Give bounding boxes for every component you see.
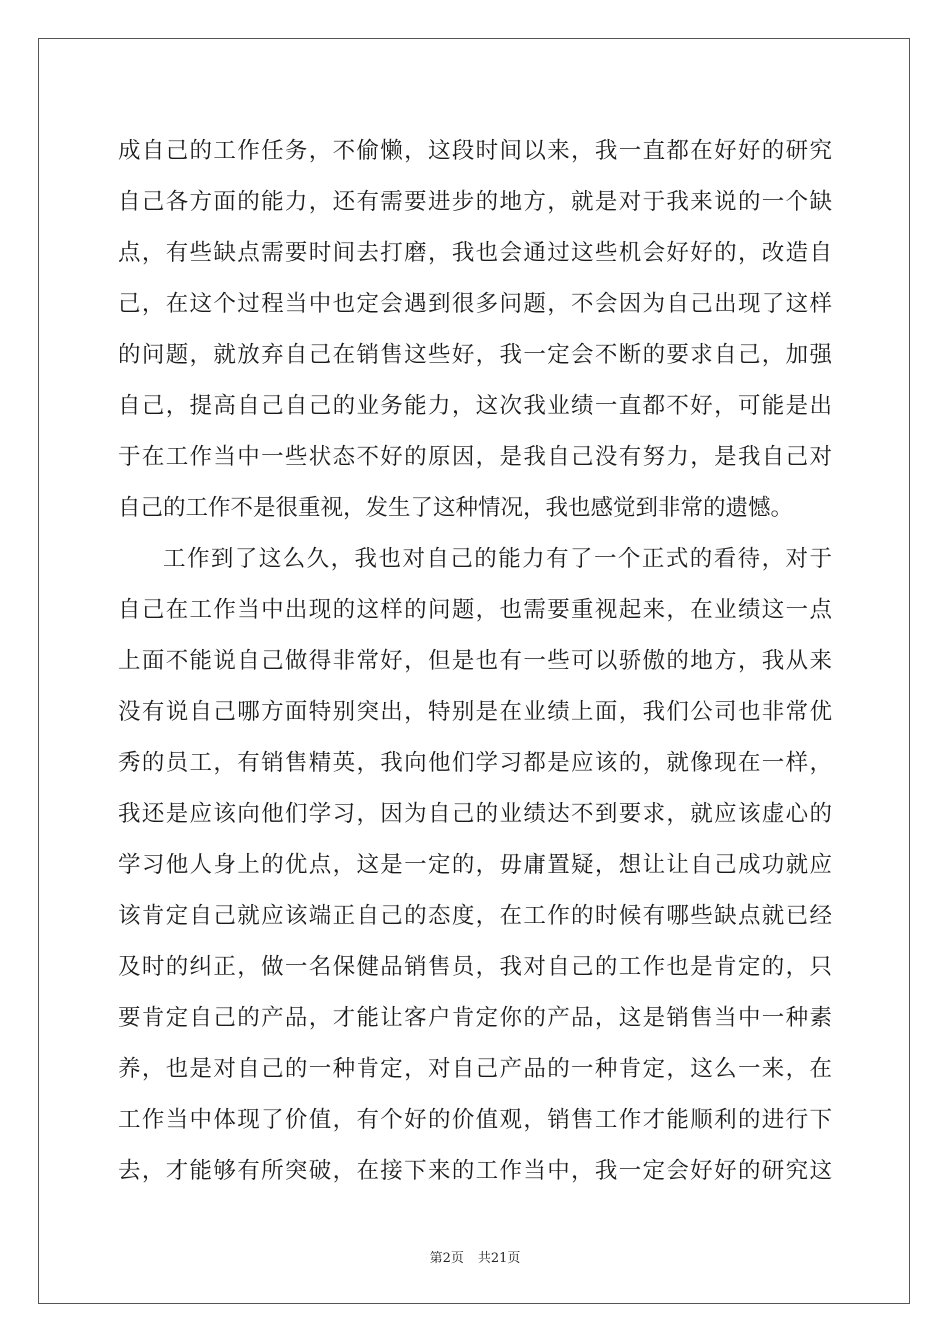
text-line: 及时的纠正，做一名保健品销售员，我对自己的工作也是肯定的，只 (118, 954, 832, 980)
text-line: 点，有些缺点需要时间去打磨，我也会通过这些机会好好的，改造自 (118, 240, 832, 266)
text-line: 自己在工作当中出现的这样的问题，也需要重视起来，在业绩这一点 (118, 597, 832, 623)
page-number: 第2页 (429, 1251, 464, 1266)
text-line: 秀的员工，有销售精英，我向他们学习都是应该的，就像现在一样， (118, 750, 832, 776)
paragraph-first-line: 工作到了这么久，我也对自己的能力有了一个正式的看待，对于 (163, 546, 832, 572)
text-line: 没有说自己哪方面特别突出，特别是在业绩上面，我们公司也非常优 (118, 699, 832, 725)
page-total: 共21页 (477, 1251, 521, 1266)
text-line: 自己各方面的能力，还有需要进步的地方，就是对于我来说的一个缺 (118, 189, 832, 215)
document-body (118, 126, 832, 1197)
text-line: 成自己的工作任务，不偷懒，这段时间以来，我一直都在好好的研究 (118, 138, 832, 164)
page-footer (0, 1247, 950, 1266)
text-line: 工作当中体现了价值，有个好的价值观，销售工作才能顺利的进行下 (118, 1107, 832, 1133)
text-line: 自己的工作不是很重视，发生了这种情况，我也感觉到非常的遗憾。 (118, 495, 794, 521)
text-line: 于在工作当中一些状态不好的原因，是我自己没有努力，是我自己对 (118, 444, 832, 470)
text-line: 去，才能够有所突破，在接下来的工作当中，我一定会好好的研究这 (118, 1158, 832, 1184)
text-line: 该肯定自己就应该端正自己的态度，在工作的时候有哪些缺点就已经 (118, 903, 832, 929)
text-line: 自己，提高自己自己的业务能力，这次我业绩一直都不好，可能是出 (118, 393, 832, 419)
text-line: 养，也是对自己的一种肯定，对自己产品的一种肯定，这么一来，在 (118, 1056, 832, 1082)
text-line: 己，在这个过程当中也定会遇到很多问题，不会因为自己出现了这样 (118, 291, 832, 317)
text-line: 上面不能说自己做得非常好，但是也有一些可以骄傲的地方，我从来 (118, 648, 832, 674)
text-line: 要肯定自己的产品，才能让客户肯定你的产品，这是销售当中一种素 (118, 1005, 832, 1031)
text-line: 学习他人身上的优点，这是一定的，毋庸置疑，想让让自己成功就应 (118, 852, 832, 878)
text-line: 的问题，就放弃自己在销售这些好，我一定会不断的要求自己，加强 (118, 342, 832, 368)
text-line: 我还是应该向他们学习，因为自己的业绩达不到要求，就应该虚心的 (118, 801, 832, 827)
